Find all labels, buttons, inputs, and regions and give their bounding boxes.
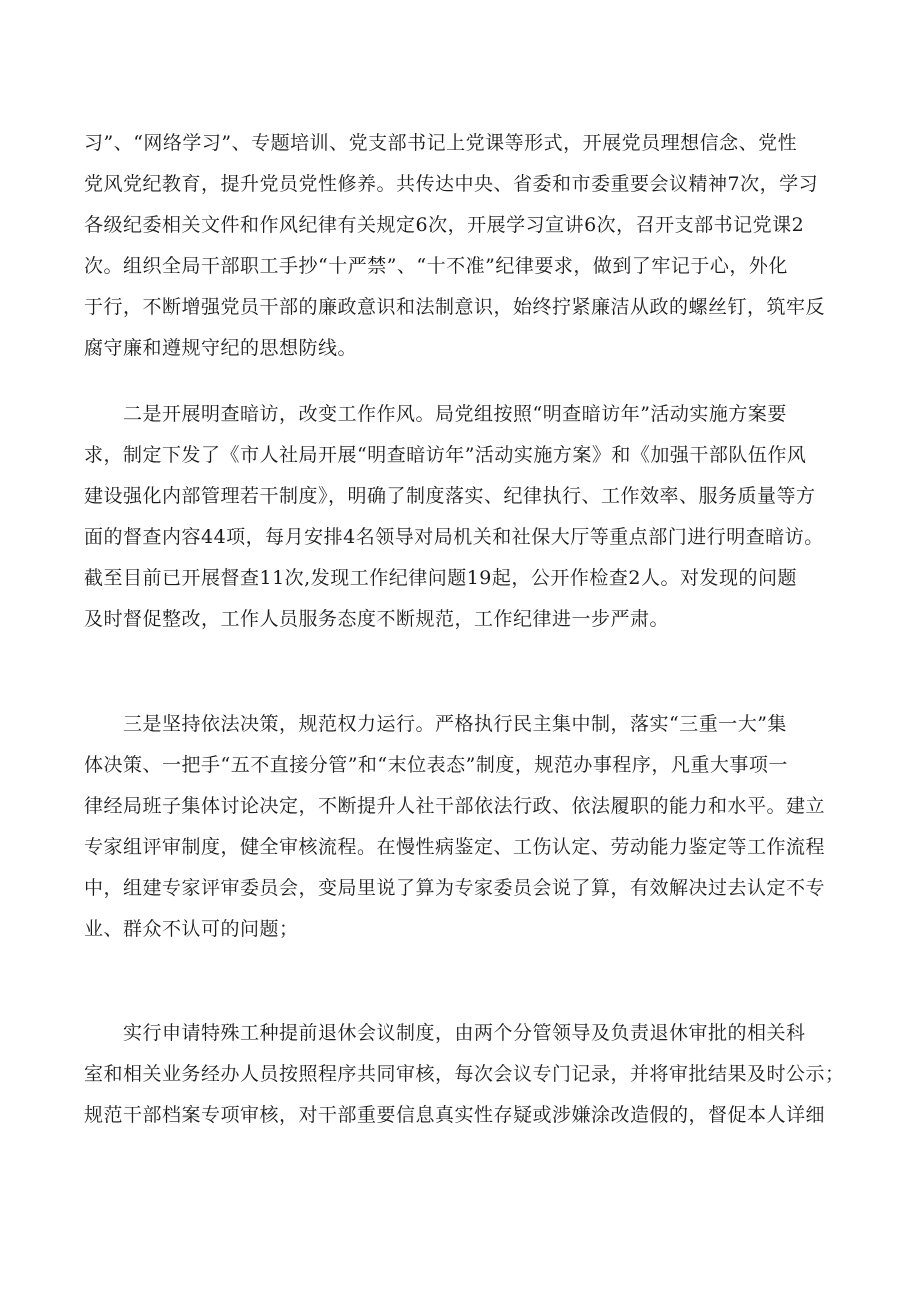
- paragraph-lawful-decision: [84, 704, 854, 950]
- paragraph-line: 体决策、一把手“五不直接分管”和“末位表态”制度，规范办事程序，凡重大事项一: [84, 754, 788, 776]
- paragraph-line: 面的督查内容44项，每月安排4名领导对局机关和社保大厅等重点部门进行明查暗访。: [84, 526, 824, 548]
- paragraph-line: 于行，不断增强党员干部的廉政意识和法制意识，始终拧紧廉洁从政的螺丝钉，筑牢反: [84, 296, 826, 318]
- paragraph-line: 及时督促整改，工作人员服务态度不断规范，工作纪律进一步严肃。: [84, 608, 670, 630]
- paragraph-line: 律经局班子集体讨论决定，不断提升人社干部依法行政、依法履职的能力和水平。建立: [84, 795, 826, 817]
- paragraph-line: 中，组建专家评审委员会，变局里说了算为专家委员会说了算，有效解决过去认定不专: [84, 877, 826, 899]
- paragraph-line: 业、群众不认可的问题；: [84, 918, 299, 940]
- paragraph-study-education: [84, 123, 854, 369]
- paragraph-line: 专家组评审制度，健全审核流程。在慢性病鉴定、工伤认定、劳动能力鉴定等工作流程: [84, 836, 826, 858]
- paragraph-early-retirement: [84, 1013, 854, 1136]
- paragraph-line: 实行申请特殊工种提前退休会议制度，由两个分管领导及负责退休审批的相关科: [84, 1022, 806, 1044]
- paragraph-line: 建设强化内部管理若干制度》，明确了制度落实、纪律执行、工作效率、服务质量等方: [84, 485, 816, 507]
- paragraph-inspection: [84, 394, 854, 640]
- paragraph-line: 腐守廉和遵规守纪的思想防线。: [84, 337, 358, 359]
- paragraph-line: 三是坚持依法决策，规范权力运行。严格执行民主集中制，落实“三重一大”集: [84, 713, 787, 735]
- paragraph-line: 习”、“网络学习”、专题培训、党支部书记上党课等形式，开展党员理想信念、党性: [84, 132, 798, 154]
- paragraph-line: 室和相关业务经办人员按照程序共同审核，每次会议专门记录，并将审批结果及时公示；: [84, 1063, 845, 1085]
- paragraph-line: 规范干部档案专项审核，对干部重要信息真实性存疑或涉嫌涂改造假的，督促本人详细: [84, 1104, 826, 1126]
- paragraph-line: 次。组织全局干部职工手抄“十严禁”、“十不准”纪律要求，做到了牢记于心，外化: [84, 255, 788, 277]
- paragraph-line: 各级纪委相关文件和作风纪律有关规定6次，开展学习宣讲6次，召开支部书记党课2: [84, 214, 805, 236]
- paragraph-line: 二是开展明查暗访，改变工作作风。局党组按照“明查暗访年”活动实施方案要: [84, 403, 787, 425]
- paragraph-line: 求，制定下发了《市人社局开展“明查暗访年”活动实施方案》和《加强干部队伍作风: [84, 444, 807, 466]
- paragraph-line: 党风党纪教育，提升党员党性修养。共传达中央、省委和市委重要会议精神7次，学习: [84, 173, 819, 195]
- paragraph-line: 截至目前已开展督查11次,发现工作纪律问题19起，公开作检查2人。对发现的问题: [84, 567, 797, 589]
